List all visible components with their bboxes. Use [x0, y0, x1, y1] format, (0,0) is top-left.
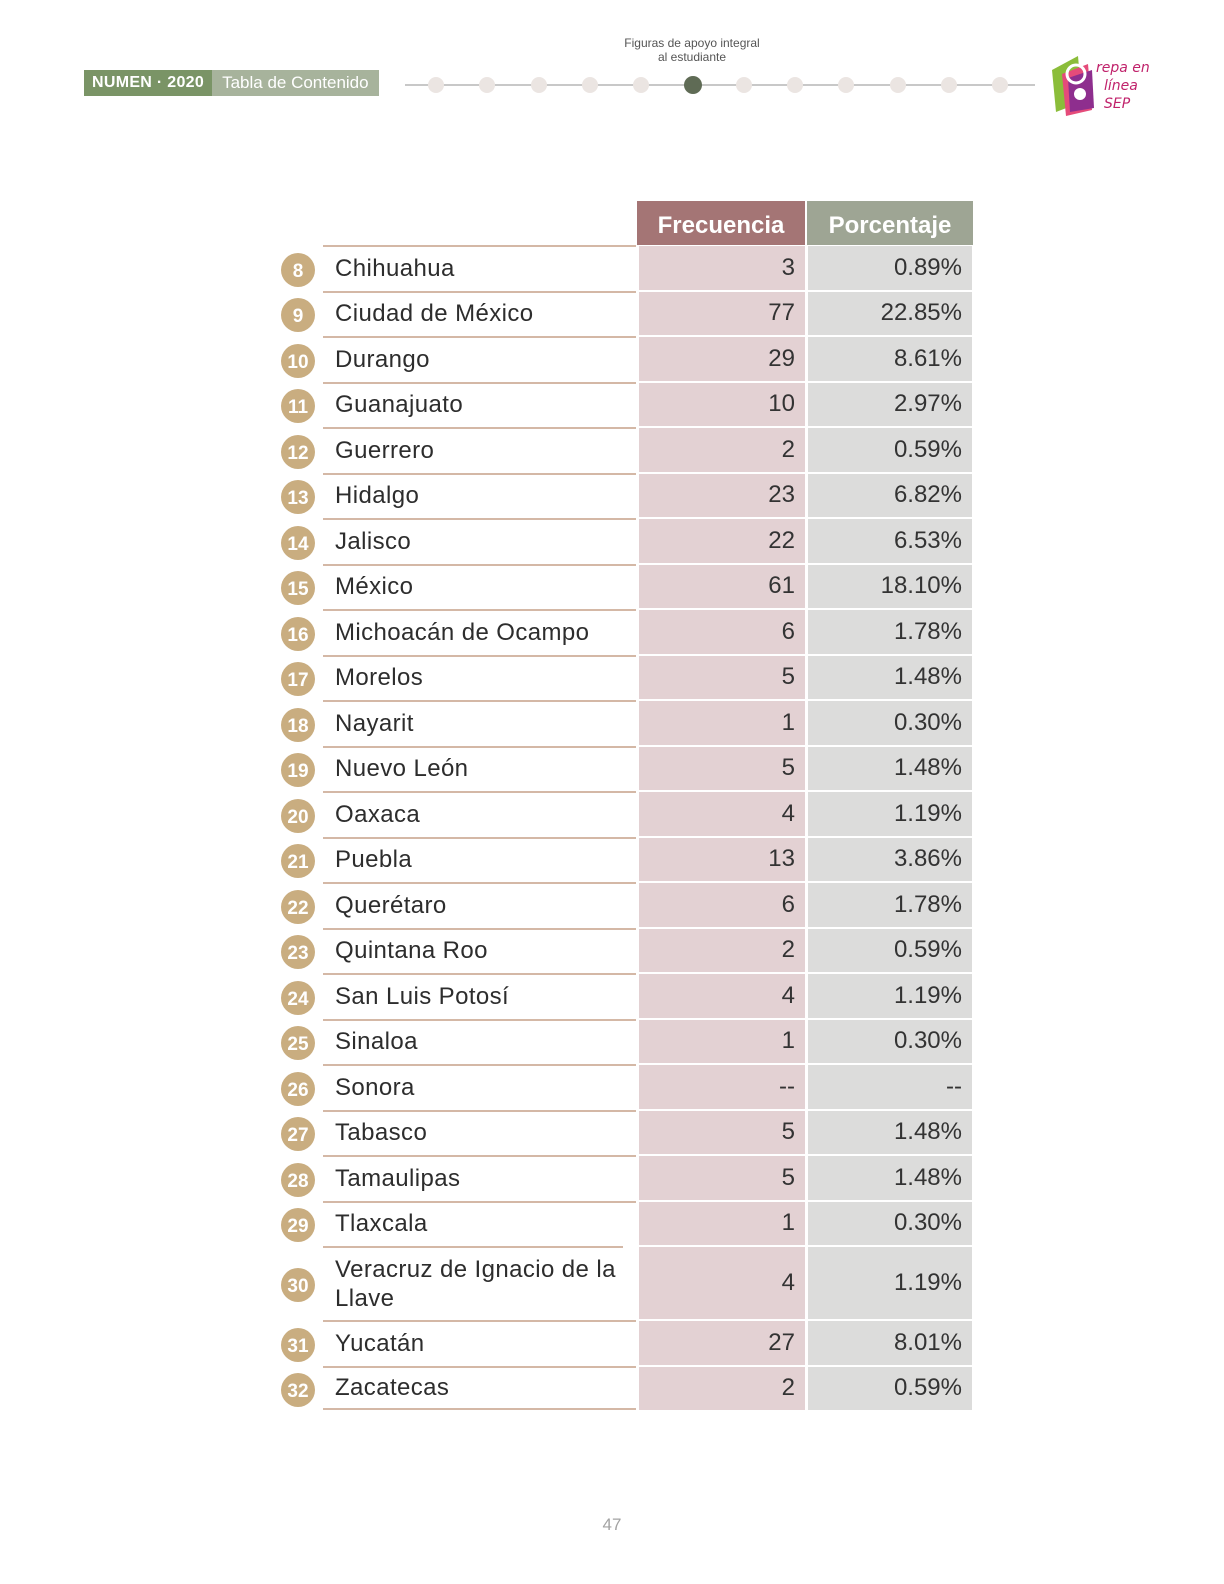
- state-name: Puebla: [323, 837, 636, 882]
- state-name: Nuevo León: [323, 746, 636, 791]
- state-name: San Luis Potosí: [323, 973, 636, 1018]
- frequency-cell: 1: [639, 701, 805, 745]
- row-number-badge: 20: [281, 799, 315, 833]
- row-number-badge: 19: [281, 753, 315, 787]
- row-number-badge: 32: [281, 1373, 315, 1407]
- table-row: [0, 928, 1224, 974]
- percentage-cell: 0.89%: [808, 246, 972, 290]
- percentage-cell: 1.78%: [808, 883, 972, 927]
- row-number-badge: 10: [281, 344, 315, 378]
- state-name: Morelos: [323, 655, 636, 700]
- row-number-badge: 18: [281, 708, 315, 742]
- state-name: Chihuahua: [323, 245, 636, 290]
- percentage-cell: 1.78%: [808, 610, 972, 654]
- frequency-cell: 61: [639, 565, 805, 609]
- frequency-cell: 4: [639, 792, 805, 836]
- percentage-cell: 22.85%: [808, 292, 972, 336]
- frequency-cell: 5: [639, 1156, 805, 1200]
- state-name: Zacatecas: [323, 1366, 636, 1411]
- state-name: Durango: [323, 336, 636, 381]
- frequency-cell: 3: [639, 246, 805, 290]
- frequency-cell: 10: [639, 383, 805, 427]
- table-of-contents-link[interactable]: Tabla de Contenido: [212, 70, 379, 96]
- frequency-cell: 77: [639, 292, 805, 336]
- row-number-badge: 9: [281, 298, 315, 332]
- row-number-badge: 26: [281, 1072, 315, 1106]
- frequency-cell: 4: [639, 974, 805, 1018]
- state-name: Sonora: [323, 1064, 636, 1109]
- percentage-cell: 3.86%: [808, 838, 972, 882]
- progress-dot[interactable]: [684, 76, 702, 94]
- state-name: Sinaloa: [323, 1019, 636, 1064]
- progress-dot[interactable]: [992, 77, 1008, 93]
- row-number-badge: 8: [281, 253, 315, 287]
- frequency-cell: 5: [639, 656, 805, 700]
- progress-dot[interactable]: [582, 77, 598, 93]
- row-number-badge: 12: [281, 435, 315, 469]
- percentage-cell: 1.48%: [808, 1156, 972, 1200]
- percentage-cell: 1.48%: [808, 656, 972, 700]
- state-name: Tabasco: [323, 1110, 636, 1155]
- table-row: [0, 564, 1224, 610]
- page-number: 47: [602, 1515, 622, 1534]
- magazine-title: NUMEN · 2020: [84, 70, 212, 96]
- progress-dot[interactable]: [941, 77, 957, 93]
- row-number-badge: 11: [281, 389, 315, 423]
- frequency-cell: 6: [639, 610, 805, 654]
- progress-dot[interactable]: [428, 77, 444, 93]
- table-row: [0, 1110, 1224, 1156]
- progress-dot[interactable]: [633, 77, 649, 93]
- percentage-cell: 2.97%: [808, 383, 972, 427]
- percentage-cell: 1.19%: [808, 792, 972, 836]
- state-name: Oaxaca: [323, 791, 636, 836]
- row-number-badge: 21: [281, 844, 315, 878]
- percentage-cell: 0.30%: [808, 1202, 972, 1246]
- row-number-badge: 29: [281, 1208, 315, 1242]
- row-number-badge: 28: [281, 1163, 315, 1197]
- frequency-cell: 29: [639, 337, 805, 381]
- state-name: Veracruz de Ignacio de la Llave: [323, 1246, 623, 1319]
- frequency-cell: 2: [639, 929, 805, 973]
- frequency-column-header: Frecuencia: [637, 201, 805, 245]
- state-name: Ciudad de México: [323, 291, 636, 336]
- percentage-cell: 0.59%: [808, 929, 972, 973]
- progress-dot[interactable]: [890, 77, 906, 93]
- table-row: [0, 473, 1224, 519]
- svg-text:repa en: repa en: [1096, 60, 1150, 76]
- row-number-badge: 30: [281, 1268, 315, 1302]
- percentage-cell: 1.48%: [808, 747, 972, 791]
- progress-dot[interactable]: [479, 77, 495, 93]
- state-name: Querétaro: [323, 882, 636, 927]
- table-row: [0, 1019, 1224, 1065]
- progress-dot[interactable]: [736, 77, 752, 93]
- percentage-cell: 1.48%: [808, 1111, 972, 1155]
- state-name: Hidalgo: [323, 473, 636, 518]
- state-name: México: [323, 564, 636, 609]
- row-number-badge: 31: [281, 1328, 315, 1362]
- row-number-badge: 27: [281, 1117, 315, 1151]
- table-row: [0, 1064, 1224, 1110]
- table-row: [0, 1201, 1224, 1247]
- table-row: [0, 245, 1224, 291]
- frequency-cell: 2: [639, 428, 805, 472]
- state-name: Yucatán: [323, 1320, 636, 1365]
- row-number-badge: 22: [281, 890, 315, 924]
- percentage-cell: 1.19%: [808, 974, 972, 1018]
- percentage-cell: 0.30%: [808, 1020, 972, 1064]
- frequency-cell: --: [639, 1065, 805, 1109]
- state-name: Tamaulipas: [323, 1155, 636, 1200]
- frequency-cell: 5: [639, 747, 805, 791]
- row-number-badge: 15: [281, 571, 315, 605]
- percentage-cell: 0.59%: [808, 1367, 972, 1411]
- percentage-cell: 0.59%: [808, 428, 972, 472]
- frequency-cell: 1: [639, 1202, 805, 1246]
- table-row: [0, 791, 1224, 837]
- table-row: [0, 700, 1224, 746]
- row-number-badge: 25: [281, 1026, 315, 1060]
- table-row: [0, 1366, 1224, 1412]
- table-row: [0, 1320, 1224, 1366]
- percentage-cell: 6.82%: [808, 474, 972, 518]
- section-caption: [592, 36, 792, 64]
- row-number-badge: 23: [281, 935, 315, 969]
- row-number-badge: 13: [281, 480, 315, 514]
- table-row: [0, 655, 1224, 701]
- table-row: [0, 382, 1224, 428]
- frequency-cell: 5: [639, 1111, 805, 1155]
- row-number-badge: 24: [281, 981, 315, 1015]
- table-row: [0, 518, 1224, 564]
- table-row: [0, 746, 1224, 792]
- section-caption-line2: al estudiante: [657, 50, 727, 64]
- state-name: Nayarit: [323, 700, 636, 745]
- state-name: Michoacán de Ocampo: [323, 609, 636, 654]
- percentage-cell: 1.19%: [808, 1247, 972, 1319]
- frequency-cell: 4: [639, 1247, 805, 1319]
- svg-text:línea: línea: [1104, 78, 1138, 94]
- progress-dot[interactable]: [838, 77, 854, 93]
- table-row: [0, 427, 1224, 473]
- table-row: [0, 336, 1224, 382]
- row-number-badge: 16: [281, 617, 315, 651]
- row-number-badge: 17: [281, 662, 315, 696]
- frequency-cell: 23: [639, 474, 805, 518]
- frequency-cell: 22: [639, 519, 805, 563]
- percentage-cell: 18.10%: [808, 565, 972, 609]
- frequency-cell: 2: [639, 1367, 805, 1411]
- percentage-cell: --: [808, 1065, 972, 1109]
- table-row: [0, 882, 1224, 928]
- row-number-badge: 14: [281, 526, 315, 560]
- frequency-cell: 1: [639, 1020, 805, 1064]
- state-name: Quintana Roo: [323, 928, 636, 973]
- frequency-cell: 13: [639, 838, 805, 882]
- state-name: Guerrero: [323, 427, 636, 472]
- table-row: [0, 837, 1224, 883]
- frequency-cell: 6: [639, 883, 805, 927]
- table-row: [0, 1155, 1224, 1201]
- percentage-cell: 8.61%: [808, 337, 972, 381]
- state-name: Tlaxcala: [323, 1201, 636, 1246]
- section-caption-line1: Figuras de apoyo integral: [624, 36, 760, 50]
- table-row: [0, 291, 1224, 337]
- table-row: [0, 973, 1224, 1019]
- header-badge: [84, 70, 379, 96]
- state-name: Guanajuato: [323, 382, 636, 427]
- state-name: Jalisco: [323, 518, 636, 563]
- percentage-column-header: Porcentaje: [807, 201, 973, 245]
- percentage-cell: 8.01%: [808, 1321, 972, 1365]
- percentage-cell: 6.53%: [808, 519, 972, 563]
- table-row: [0, 609, 1224, 655]
- frequency-cell: 27: [639, 1321, 805, 1365]
- prepa-en-linea-logo: [1048, 52, 1150, 118]
- progress-dot[interactable]: [787, 77, 803, 93]
- table-row: [0, 1246, 1224, 1320]
- progress-dot[interactable]: [531, 77, 547, 93]
- percentage-cell: 0.30%: [808, 701, 972, 745]
- svg-text:SEP: SEP: [1104, 96, 1131, 112]
